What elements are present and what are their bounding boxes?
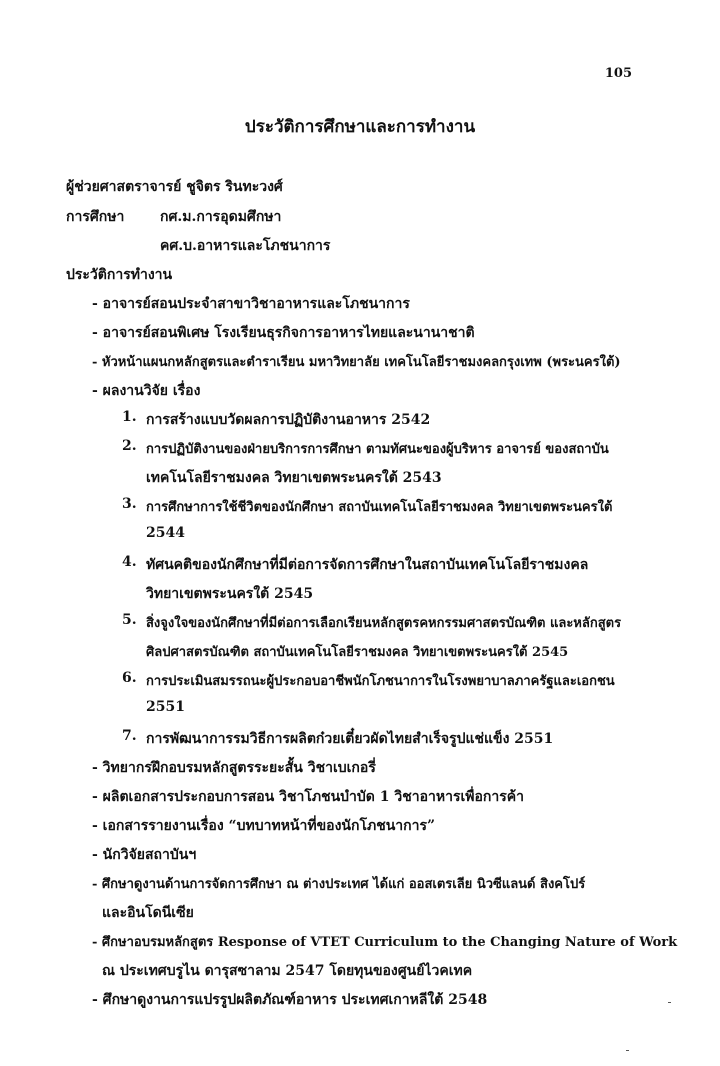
work-bullet-continuation: ณ ประเทศบรูไน ดารุสซาลาม 2547 โดยทุนของศูนย์ไวคเทค	[102, 963, 473, 979]
work-bullet: - ศึกษาดูงานด้านการจัดการศึกษา ณ ต่างประเทศ ได้แก่ ออสเตรเลีย นิวซีแลนด์ สิงคโปร์	[92, 877, 586, 892]
work-bullet: - เอกสารรายงานเรื่อง “บทบาทหน้าที่ของนักโภชนาการ”	[92, 818, 436, 834]
research-number: 3.	[122, 496, 137, 512]
work-bullet: - ผลงานวิจัย เรื่อง	[92, 383, 201, 399]
work-bullet: - ศึกษาดูงานการแปรรูปผลิตภัณฑ์อาหาร ประเทศเกาหลีใต้ 2548	[92, 992, 488, 1008]
work-bullet: - วิทยากรฝึกอบรมหลักสูตรระยะสั้น วิชาเบเกอรี่	[92, 760, 376, 776]
research-item: สิ่งจูงใจของนักศึกษาที่มีต่อการเลือกเรียนหลักสูตรคหกรรมศาสตรบัณฑิต และหลักสูตร	[146, 616, 622, 631]
work-bullet: - นักวิจัยสถาบันฯ	[92, 847, 197, 863]
research-item-continuation: เทคโนโลยีราชมงคล วิทยาเขตพระนครใต้ 2543	[146, 470, 442, 486]
research-number: 7.	[122, 728, 137, 744]
work-bullet-continuation: และอินโดนีเซีย	[102, 905, 194, 921]
page-title: ประวัติการศึกษาและการทำงาน	[244, 117, 476, 137]
research-item: การปฏิบัติงานของฝ่ายบริการการศึกษา ตามทัศนะของผู้บริหาร อาจารย์ ของสถาบัน	[146, 442, 609, 457]
work-bullet: - ศึกษาอบรมหลักสูตร Response of VTET Curriculum to the Changing Nature of Work	[92, 935, 678, 950]
page-number: 105	[604, 66, 632, 81]
research-item: การสร้างแบบวัดผลการปฏิบัติงานอาหาร 2542	[146, 412, 431, 428]
scan-speck	[668, 1002, 671, 1003]
research-item-continuation: 2551	[146, 699, 185, 715]
education-degree: คศ.บ.อาหารและโภชนาการ	[160, 238, 331, 254]
scan-speck	[626, 1050, 629, 1051]
research-item: การพัฒนาการรมวิธีการผลิตก๋วยเตี๋ยวผัดไทยสำเร็จรูปแช่แข็ง 2551	[146, 731, 554, 747]
education-label: การศึกษา	[66, 209, 125, 225]
research-item-continuation: 2544	[146, 525, 185, 541]
work-bullet: - หัวหน้าแผนกหลักสูตรและตำราเรียน มหาวิทยาลัย เทคโนโลยีราชมงคลกรุงเทพ (พระนครใต้)	[92, 355, 621, 370]
research-item: การศึกษาการใช้ชีวิตของนักศึกษา สถาบันเทคโนโลยีราชมงคล วิทยาเขตพระนครใต้	[146, 500, 613, 515]
research-number: 1.	[122, 409, 137, 425]
research-number: 5.	[122, 612, 137, 628]
work-bullet: - ผลิตเอกสารประกอบการสอน วิชาโภชนบำบัด 1 วิชาอาหารเพื่อการค้า	[92, 789, 524, 805]
person-name: ผู้ช่วยศาสตราจารย์ ชูจิตร รินทะวงศ์	[66, 179, 283, 195]
research-item-continuation: วิทยาเขตพระนครใต้ 2545	[146, 586, 314, 602]
research-item: ทัศนคติของนักศึกษาที่มีต่อการจัดการศึกษาในสถาบันเทคโนโลยีราชมงคล	[146, 557, 589, 573]
research-item: การประเมินสมรรถนะผู้ประกอบอาชีพนักโภชนาการในโรงพยาบาลภาครัฐและเอกชน	[146, 674, 615, 689]
work-bullet: - อาจารย์สอนพิเศษ โรงเรียนธุรกิจการอาหารไทยและนานาชาติ	[92, 325, 475, 341]
work-bullet: - อาจารย์สอนประจำสาขาวิชาอาหารและโภชนาการ	[92, 296, 410, 312]
education-degree: กศ.ม.การอุดมศึกษา	[160, 209, 282, 225]
research-number: 4.	[122, 554, 137, 570]
research-number: 6.	[122, 670, 137, 686]
work-history-heading: ประวัติการทำงาน	[66, 267, 173, 283]
research-number: 2.	[122, 438, 137, 454]
research-item-continuation: ศิลปศาสตรบัณฑิต สถาบันเทคโนโลยีราชมงคล วิทยาเขตพระนครใต้ 2545	[146, 645, 569, 660]
